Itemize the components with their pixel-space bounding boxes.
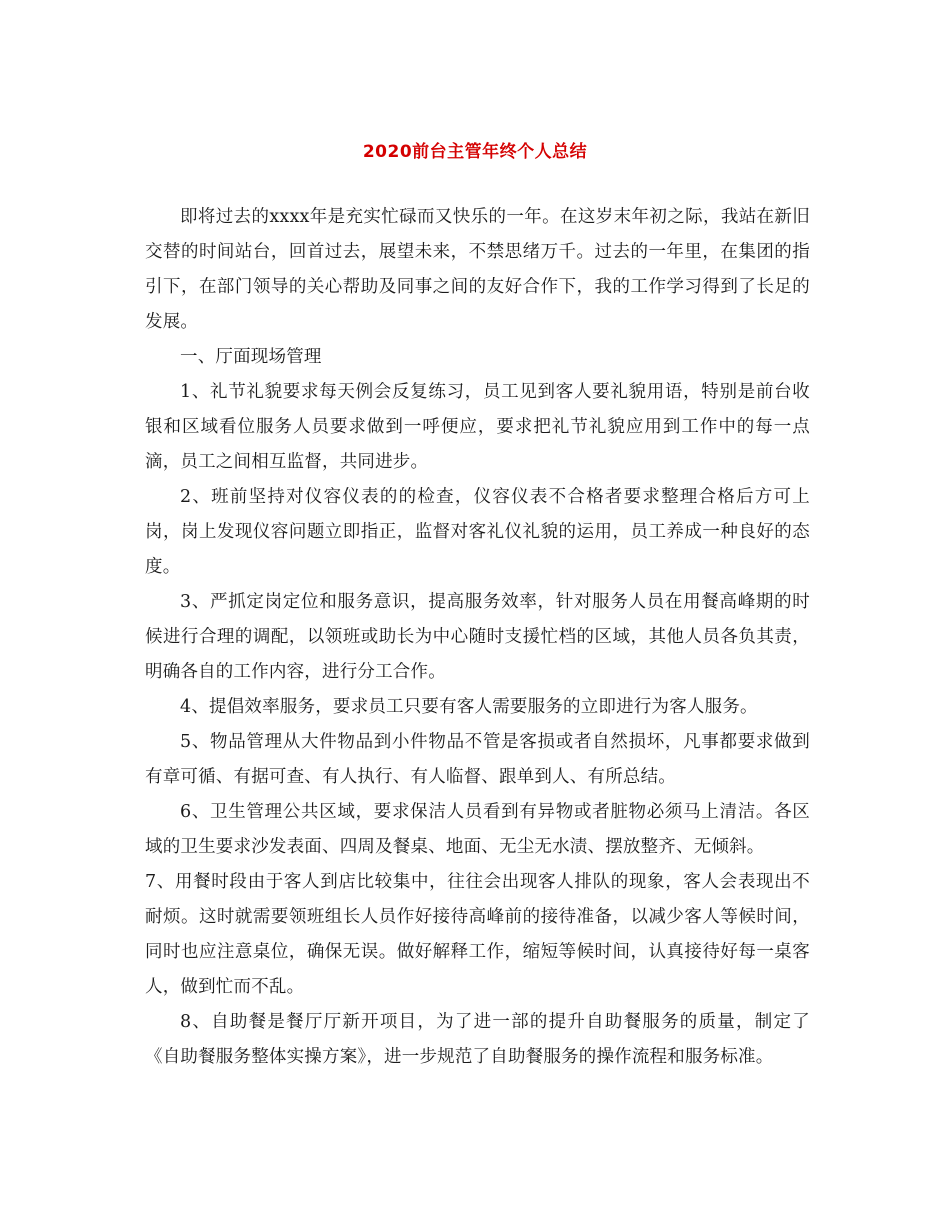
document-body: [145, 200, 810, 1075]
paragraph-item-7: 7、用餐时段由于客人到店比较集中，往往会出现客人排队的现象，客人会表现出不耐烦。这时就需要领班组长人员作好接待高峰前的接待准备，以减少客人等候时间，同时也应注意桌位，确保无误。做好解释工作，缩短等候时间，认真接待好每一桌客人，做到忙而不乱。: [145, 872, 810, 997]
paragraph-item-8: 8、自助餐是餐厅厅新开项目，为了进一部的提升自助餐服务的质量，制定了《自助餐服务整体实操方案》，进一步规范了自助餐服务的操作流程和服务标准。: [145, 1012, 810, 1067]
paragraph-intro: 即将过去的xxxx年是充实忙碌而又快乐的一年。在这岁末年初之际，我站在新旧交替的时间站台，回首过去，展望未来，不禁思绪万千。过去的一年里，在集团的指引下，在部门领导的关心帮助及同事之间的友好合作下，我的工作学习得到了长足的发展。: [145, 207, 810, 332]
section-heading: 一、厅面现场管理: [180, 347, 322, 367]
paragraph-item-2: 2、班前坚持对仪容仪表的的检查，仪容仪表不合格者要求整理合格后方可上岗，岗上发现仪容问题立即指正，监督对客礼仪礼貌的运用，员工养成一种良好的态度。: [145, 487, 810, 577]
paragraph-item-3: 3、严抓定岗定位和服务意识，提高服务效率，针对服务人员在用餐高峰期的时候进行合理的调配，以领班或助长为中心随时支援忙档的区域，其他人员各负其责，明确各自的工作内容，进行分工合作。: [145, 592, 810, 682]
paragraph-item-5: 5、物品管理从大件物品到小件物品不管是客损或者自然损坏，凡事都要求做到有章可循、有据可查、有人执行、有人临督、跟单到人、有所总结。: [145, 732, 810, 787]
paragraph-item-6: 6、卫生管理公共区域，要求保洁人员看到有异物或者脏物必须马上清洁。各区域的卫生要求沙发表面、四周及餐桌、地面、无尘无水渍、摆放整齐、无倾斜。: [145, 802, 810, 857]
document-title: 2020前台主管年终个人总结: [362, 142, 588, 162]
paragraph-item-4: 4、提倡效率服务，要求员工只要有客人需要服务的立即进行为客人服务。: [180, 697, 758, 717]
paragraph-item-1: 1、礼节礼貌要求每天例会反复练习，员工见到客人要礼貌用语，特别是前台收银和区域看位服务人员要求做到一呼便应，要求把礼节礼貌应用到工作中的每一点滴，员工之间相互监督，共同进步。: [145, 382, 810, 472]
